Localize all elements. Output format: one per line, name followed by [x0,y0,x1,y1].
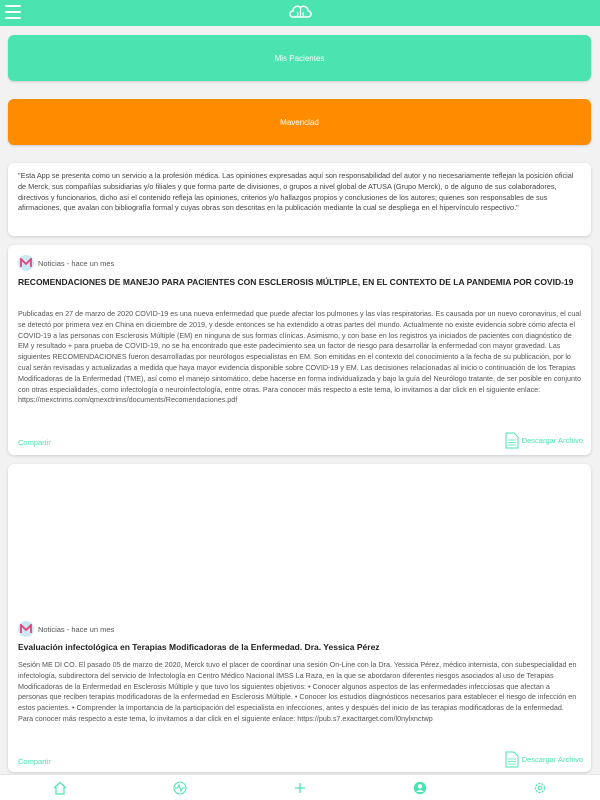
news-title[interactable]: Evaluación infectológica en Terapias Modificadoras de la Enfermedad. Dra. Yessica Pérez [18,642,380,652]
document-icon [505,432,519,449]
mavenclad-button[interactable]: Mavenclad [8,99,591,145]
document-icon [505,751,519,768]
download-file-button[interactable] [505,751,583,768]
activity-icon[interactable] [173,781,187,795]
plus-icon[interactable] [293,781,307,795]
top-bar [0,0,600,26]
disclaimer-text: "Esta App se presenta como un servicio a la profesión médica. Las opiniones expresadas aquí son responsabilidad del autor y no necesariamente reflejan la posición oficial de Merck, sus compañías subsidiarias y/o filiales y que forma parte de divisiones, o grupos a nivel global de ATUSA (Grupo Merck), o de alguno de sus colaboradores, directivos y funcionarios, dicho así el contenido refleja las opiniones, criterios y/o hallazgos propios y conclusiones de los autores; quienes son responsables de sus afirmaciones, que avalan con bibliografía formal y cuyas obras son descritas en la publicación mediante la cual se despliega en el hipervínculo respectivo." [18,171,574,213]
brain-icon [287,3,314,23]
news-title[interactable]: RECOMENDACIONES DE MANEJO PARA PACIENTES CON ESCLEROSIS MÚLTIPLE, EN EL CONTEXTO DE LA PANDEMIA POR COVID-19 [18,277,574,287]
news-meta [18,621,114,637]
merck-avatar-icon [18,621,34,637]
download-label: Descargar Archivo [521,755,583,764]
merck-avatar-icon [18,255,34,271]
profile-icon[interactable] [413,781,427,795]
news-meta-text: Noticias - hace un mes [38,624,115,634]
settings-icon[interactable] [533,781,547,795]
news-meta-text: Noticias - hace un mes [38,258,115,268]
news-card [8,245,591,455]
news-card [8,464,591,772]
hamburger-icon[interactable] [5,5,21,19]
mis-pacientes-button[interactable]: Mis Pacientes [8,35,591,81]
news-meta [18,255,114,271]
bottom-nav [0,774,600,800]
share-link[interactable]: Compartir [18,757,51,766]
disclaimer-card [8,163,591,236]
news-body: Sesión ME DI CO. El pasado 05 de marzo de 2020, Merck tuvo el placer de coordinar una sesión On-Line con la Dra. Yessica Pérez, médico internista, con subespecialidad en infectología, subdirectora del servicio de Infectología en Centro Médico Nacional IMSS La Raza, en la que se abordaron diferentes riesgos asociados al uso de Terapias Modificadoras de la Enfermedad en Esclerosis Múltiple y que tuvo los siguientes objetivos: • Conocer algunos aspectos de las enfermedades infecciosas que afectan a personas que reciben terapias modificadoras de la enfermedad en Esclerosis Múltiple. • Conocer los estudios diagnósticos necesarios para establecer el riesgo de infección en estos pacientes. • Comprender la importancia de la participación del especialista en infecciones, antes y después del inicio de las terapias modificadoras de la enfermedad. Para conocer más respecto a este tema, lo invitamos a dar click en el siguiente enlace: https://pub.s7.exacttarget.com/l0nylxnctwp [18,660,577,723]
news-body: Publicadas en 27 de marzo de 2020 COVID-19 es una nueva enfermedad que puede afectar los pulmones y las vías respiratorias. Es causada por un nuevo coronavirus, el cual se detectó por primera vez en China en diciembre de 2019, y desde entonces se ha extendido a otras partes del mundo. Actualmente no existe evidencia sobre cómo afecta el COVID-19 a las personas con Esclerosis Múltiple (EM) en ninguna de sus formas clínicas. Asimismo, y con base en los registros ya iniciados de pacientes con diagnóstico de EM y resultado + para prueba de COVID-19, no se ha encontrado que este padecimiento sea un factor de riesgo para desarrollar la enfermedad con mayor gravedad. Las siguientes RECOMENDACIONES fueron desarrolladas por neurólogos especialistas en EM. Son emitidas en el contexto del conocimiento a la fecha de su publicación, por lo cual serán revisadas y actualizadas a medida que haya mayor evidencia disponible sobre COVID-19 y EM. Las decisiones relacionadas al inicio o continuación de los Terapias Modificadoras de la Enfermedad (TME), así como el manejo sintomático, debe hacerse en forma individualizada y bajo la guía del Neurólogo tratante, de ser posible en conjunto con otras especialidades, como infectología o neuroinfectología, entre otras. Para conocer más respecto a este tema, lo invitamos a dar click en el siguiente enlace: https://mexctrims.com/qmexctrims/documents/Recomendaciones.pdf [18,309,581,405]
download-file-button[interactable] [505,432,583,449]
home-icon[interactable] [53,781,67,795]
download-label: Descargar Archivo [521,436,583,445]
share-link[interactable]: Compartir [18,438,51,447]
